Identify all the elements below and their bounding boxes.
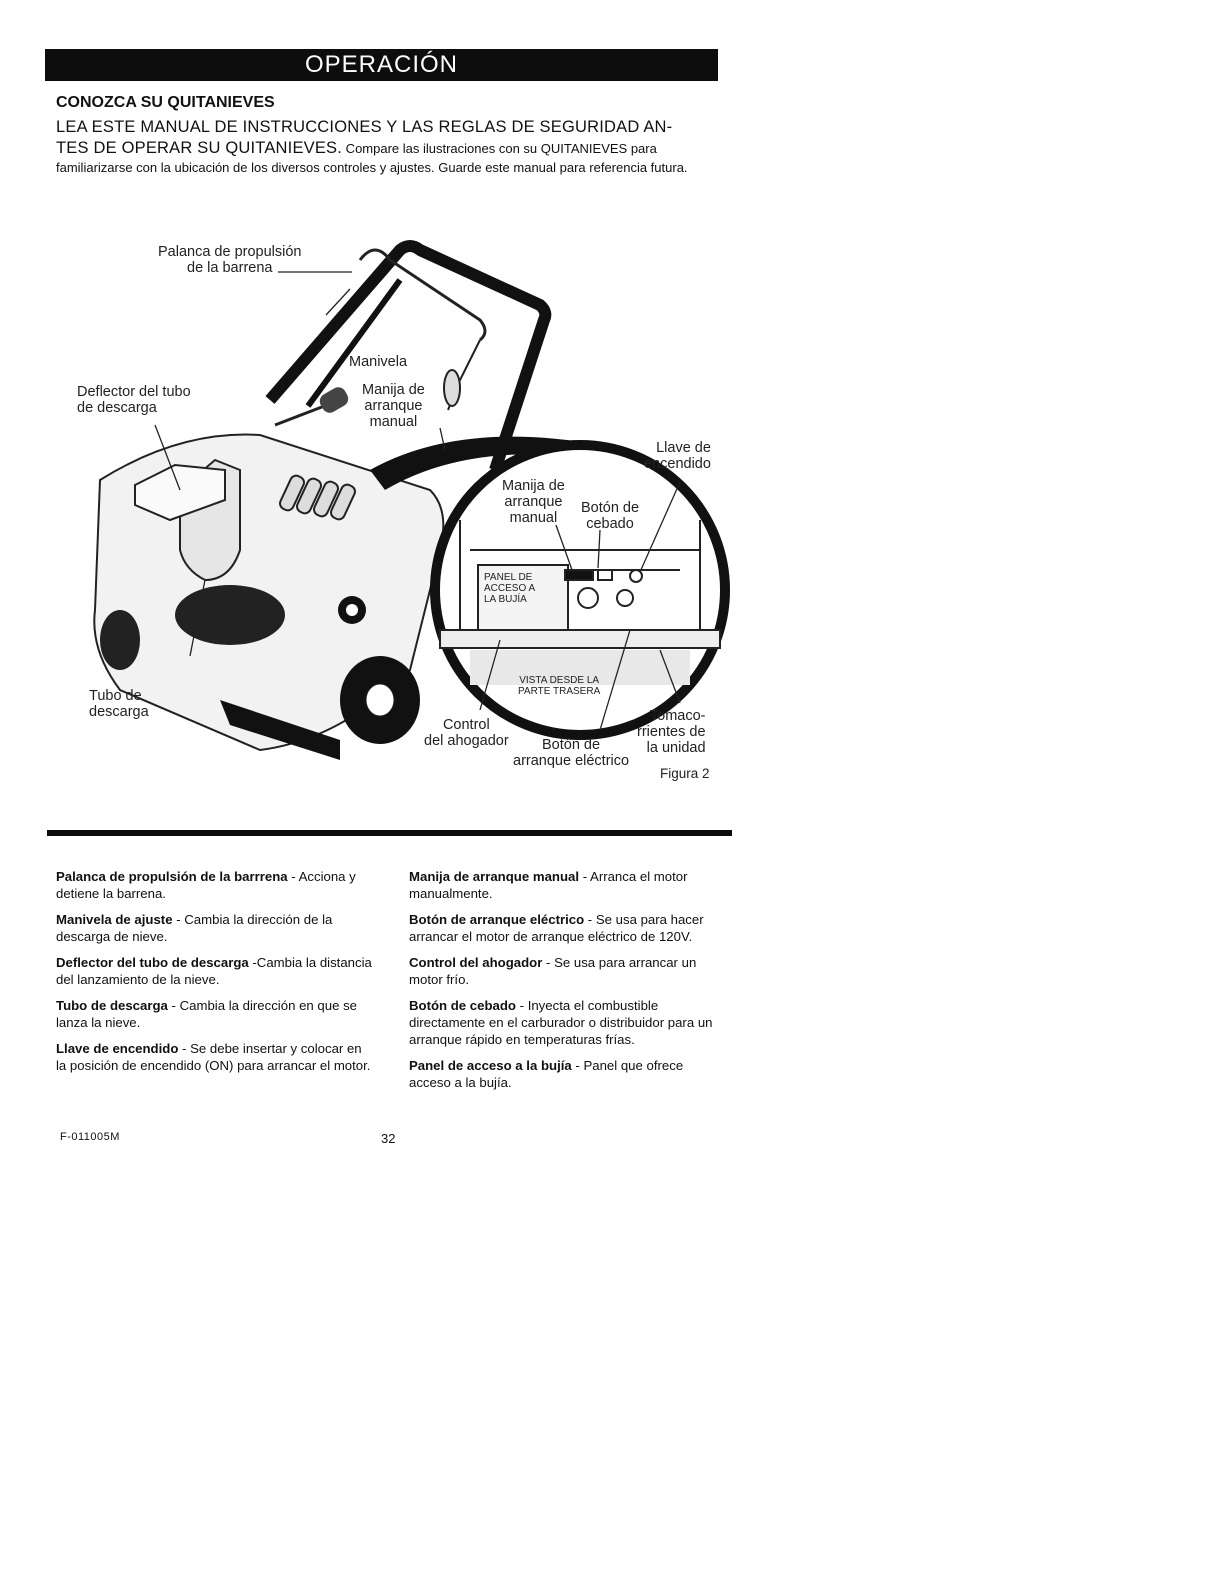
- label-control: Control del ahogador: [424, 717, 509, 749]
- label-tubo: Tubo de descarga: [89, 688, 149, 720]
- section-heading: CONOZCA SU QUITANIEVES: [56, 94, 275, 111]
- desc-item: Control del ahogador - Se usa para arrancar un motor frío.: [409, 955, 697, 987]
- label-palanca: Palanca de propulsión de la barrena: [158, 244, 302, 276]
- descriptions-right: [409, 868, 727, 1100]
- label-llave: Llave de encendido: [644, 440, 711, 472]
- intro-caps-line1: LEA ESTE MANUAL DE INSTRUCCIONES Y LAS REGLAS DE SEGURIDAD AN-: [56, 118, 673, 136]
- desc-item: Botón de arranque eléctrico - Se usa para hacer arrancar el motor de arranque eléctrico de 120V.: [409, 912, 704, 944]
- auger-lever: [360, 250, 485, 340]
- desc-item: Tubo de descarga - Cambia la dirección en que se lanza la nieve.: [56, 998, 357, 1030]
- divider-rule: [47, 830, 732, 836]
- intro-paragraph: [56, 117, 726, 176]
- intro-rest: Compare las ilustraciones con su QUITANIEVES para familiarizarse con la ubicación de los diversos controles y ajustes. Guarde este manual para referencia futura.: [56, 141, 688, 175]
- label-panel-bujia: PANEL DE ACCESO A LA BUJÍA: [484, 572, 536, 605]
- label-deflector: Deflector del tubo de descarga: [77, 384, 191, 416]
- label-manivela: Manivela: [349, 354, 408, 370]
- footer-code: F-011005M: [60, 1131, 120, 1143]
- label-boton-arranque: Botón de arranque eléctrico: [513, 737, 630, 769]
- desc-item: Deflector del tubo de descarga -Cambia la distancia del lanzamiento de la nieve.: [56, 955, 372, 987]
- snowthrower-figure: [40, 220, 740, 790]
- desc-item: Llave de encendido - Se debe insertar y colocar en la posición de encendido (ON) para arrancar el motor.: [56, 1041, 371, 1073]
- desc-item: Manija de arranque manual - Arranca el motor manualmente.: [409, 869, 688, 901]
- desc-item: Manivela de ajuste - Cambia la dirección de la descarga de nieve.: [56, 912, 333, 944]
- intro-caps-line2: TES DE OPERAR SU QUITANIEVES.: [56, 139, 343, 157]
- page-number: 32: [381, 1131, 396, 1146]
- handle-frame: [270, 246, 545, 470]
- desc-item: Palanca de propulsión de la barrrena - Acciona y detiene la barrena.: [56, 869, 356, 901]
- desc-item: Panel de acceso a la bujía - Panel que ofrece acceso a la bujía.: [409, 1058, 684, 1090]
- label-inset-manija: Manija de arranque manual: [502, 478, 565, 526]
- section-banner: OPERACIÓN: [45, 49, 718, 81]
- label-vista: VISTA DESDE LA PARTE TRASERA: [518, 675, 601, 697]
- label-tomacorrientes: Tomaco- rrientes de la unidad: [637, 708, 706, 756]
- desc-item: Botón de cebado - Inyecta el combustible directamente en el carburador o distribuidor para un arranque rápido en temperaturas frías.: [409, 998, 713, 1047]
- label-boton-cebado: Botón de cebado: [581, 500, 640, 532]
- figure-caption: Figura 2: [660, 766, 710, 781]
- descriptions-left: [56, 868, 374, 1083]
- label-manija: Manija de arranque manual: [362, 382, 425, 430]
